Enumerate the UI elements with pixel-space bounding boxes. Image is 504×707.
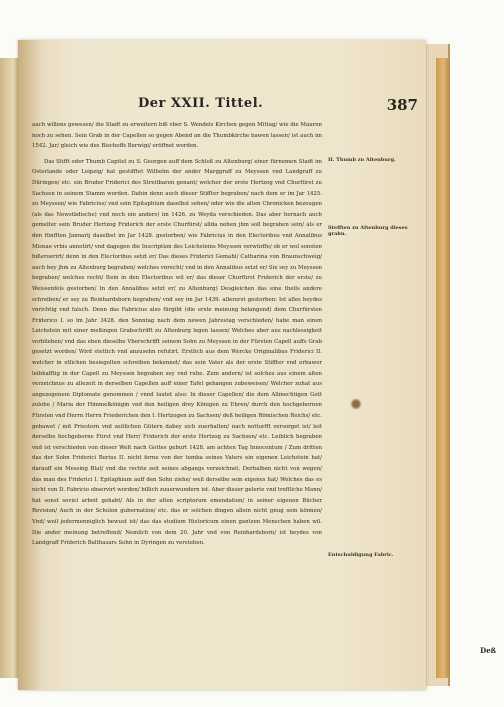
running-title: Der XXII. Tittel. [138, 96, 264, 111]
paragraph: Das Stifft oder Thumb Capitel zu S. Georgen auff dem Schloß zu Altenburg/ einer fürnemen Stadt im Osterlande oder Leipzig/ hat gestifftet Wilhelm der ander Marggraff zu Meyssen vnd Landgraff zu Düringen/ etc. ein Bruder Friderici des Streitbaren genant/ welcher der erste Hertzog vnd Churfürst zu Sachsen in seinem Stamm worden. Dahin denn auch dieser Stiffter begraben/ nach dem er im Jar 1425. zu Meyssen/ wie Fabricius/ vnd sein Epitaphium daselbst sehen/ oder wie die alten Chronicken bezeugen (als das Newstädische) vnd noch ein anders) im 1426. zu Weyda verschieden. Das aber hernach auch gemelter sein Bruder Hertzog Friderich der erste Churfürst/ allda neben jhm soll begraben sein/ als er den fünfften Jannarij daselbst im Jar 1428. gestorben/ wie Fabricius in den Electoribus vnd Annalibus Misnae vrbis annotirt/ vnd dagegen die Inscription des Leichsteins Meyssen verwürffe/ ob er wol sonsten bißeroerirt/ denn in den Electoribus setzt er/ Das dieses Friderici Gemahl/ Catharina von Braunschweig/ auch bey jhm zu Altenburg begraben/ welches vnrecht/ vnd in den Annalibus setzt er/ Sie sey zu Meyssen begraben/ welches recht/ Item in den Electoribus wil er/ das dieser Churfürst Friderich der erste/ zu Weissenfels gestorben/ In den Annalibus setzt er/ zu Altenburg) Desgleichen das eine theils andere schreiben/ er sey zu Reinhardsborn begraben/ vnd sey im Jar 1439. allererst gestorben: Ist alles beydes vnrichtig vnd falsch. Denn das Fabricius also fürgibt (die erste meinung belangend) dem Churfürsten Friderico I. so im Jahr 3428. den Sonntag nach dem newen Jahrestag verschieden/ habe man einen Leichstein mit einer meßingen Grabschrifft zu Altenburg legen lassen/ Welches aber aus nachlessigkeit verblieben/ vnd das eben dieselbe Vberschrifft seinem Sohn zu Meyssen in der Fürsten Capell auffs Grab gesetzt worden/ Wird stettich vnd anzusehn refutirt. Erstlich aus dem Wercke Originalibus Friderici II. welcher in etlichen besiegelten schreiben bekennet/ das sein Vater als der erste Stiffter vnd erbawer leibhafftig in der Capell zu Meyssen begraben sey vnd ruhe. Zum andern/ ist solches aus einem alten verzeichnus zu allezeit in derselben Capellen auff einer Tafel gehangen zubeweisen/ Welcher zuhat aus angezogenem Diplomate genommen / vnnd lautet also: In dieser Capellen/ die dem Allmechtigen Gott zulobe / Maria der Himmelkönigin vnd den heiligen drey Königen zu Ehren/ durch den hochgebornen Fürsten vnd Herrn Herrn Friederichen den I. Hertzogen zu Sachsen/ deß heiligen Römischen Reichs/ etc. gebawet / mit Priestern vnd zeitlichen Gütern dabey sich zuerhalten/ nach notturfft versorget ist/ leit derselbe hochgeborne Fürst vnd Herr/ Friderich der erste Hertzog zu Sachsen/ etc. Leiblich begraben vnd ist verschieden von dieser Welt nach Gottes geburt 1428. am achten Tag Innocentum / Zum dritten das der Sohn Friderici Berius II. nicht ferne von der tumba seines Vaters ein eigenen Leichstein hat/ darauff ein Messing Blat/ vnd die rechte zeit seines abgangs verzeichnet. Derhalben nicht von wegen/ das man des Friderici I. Epitaphium auff den Sohn ziehe/ weil derselbe sein eigenes hat/ Welches das es nicht von D. Fabricio observirt worden/ billich zuuerwundern ist. Aber dieser gelerte vnd treffliche Mann/ hat sonst soviel arbeit gehabt/ Als in der alten scriptorum emendation/ in seiner eigenen Bücher Revision/ Auch in der Schulen gubernation/ etc. das er solchen dingen allein nicht gnug sein können/ Vnd/ weil jedermenniglich bewust ist/ das das studium Historicum einen gantzen Menschen haben wil. Die ander meinung betreffend/ Nemlich von dem 20. Jahr vnd von Reinhardsborn/ ist beydes von Landgraff Friderich Balthasars Sohn in Dyringen zu verstehen. [32, 158, 322, 547]
body-text [32, 120, 322, 554]
margin-notes [328, 0, 416, 707]
paragraph: auch willens gewesen/ die Stadt zu erweitern biß vber S. Wendels Kirchen gegen Mittag/ wie die Mauren noch zu sehen. Sein Grab in der Capellen so gegen Abend an die Thumbkirche bawen lassen/ ist auch im 1542. Jar/ gleich wie des Bischoffs Berwigi/ eröffnet worden. [32, 122, 322, 150]
book-cover [436, 58, 450, 678]
page-number: 387 [386, 96, 418, 114]
margin-note: II. Thumb zu Altenburg. [328, 157, 396, 163]
book-left-edge [0, 58, 18, 678]
ink-stain [350, 398, 362, 410]
margin-note: Entschuldigung Fabric. [328, 552, 394, 558]
margin-note: Stefften zu Altenburg dieses grabn. [328, 225, 408, 238]
catchword: Deß [480, 646, 496, 655]
